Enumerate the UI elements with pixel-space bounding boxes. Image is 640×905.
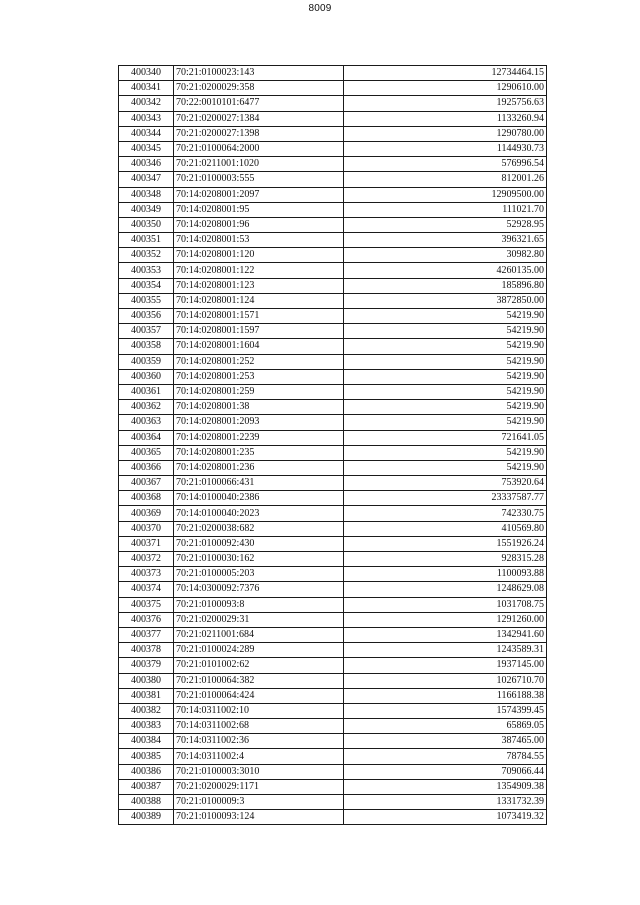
row-number-cell: 400377 [119, 627, 174, 642]
cadastral-number-cell: 70:21:0200027:1384 [174, 111, 344, 126]
cadastral-value-cell: 410569.80 [344, 521, 547, 536]
table-row [119, 779, 547, 794]
cadastral-number-cell: 70:14:0311002:36 [174, 734, 344, 749]
table-row [119, 369, 547, 384]
row-number-cell: 400369 [119, 506, 174, 521]
cadastral-value-cell: 54219.90 [344, 324, 547, 339]
row-number-cell: 400389 [119, 810, 174, 825]
cadastral-value-cell: 721641.05 [344, 430, 547, 445]
cadastral-value-cell: 52928.95 [344, 217, 547, 232]
cadastral-number-cell: 70:14:0208001:95 [174, 202, 344, 217]
cadastral-number-cell: 70:14:0208001:122 [174, 263, 344, 278]
cadastral-value-cell: 30982.80 [344, 248, 547, 263]
row-number-cell: 400374 [119, 582, 174, 597]
row-number-cell: 400365 [119, 445, 174, 460]
row-number-cell: 400387 [119, 779, 174, 794]
cadastral-value-cell: 12909500.00 [344, 187, 547, 202]
cadastral-number-cell: 70:14:0208001:124 [174, 293, 344, 308]
cadastral-value-cell: 4260135.00 [344, 263, 547, 278]
row-number-cell: 400368 [119, 491, 174, 506]
cadastral-number-cell: 70:14:0208001:235 [174, 445, 344, 460]
cadastral-value-cell: 12734464.15 [344, 66, 547, 81]
table-row [119, 673, 547, 688]
cadastral-number-cell: 70:14:0208001:53 [174, 233, 344, 248]
table-row [119, 612, 547, 627]
table-row [119, 111, 547, 126]
cadastral-value-cell: 78784.55 [344, 749, 547, 764]
cadastral-number-cell: 70:21:0100064:2000 [174, 141, 344, 156]
cadastral-value-cell: 185896.80 [344, 278, 547, 293]
cadastral-value-cell: 1331732.39 [344, 795, 547, 810]
cadastral-value-cell: 54219.90 [344, 460, 547, 475]
table-row [119, 552, 547, 567]
cadastral-value-cell: 928315.28 [344, 552, 547, 567]
table-row [119, 658, 547, 673]
row-number-cell: 400383 [119, 719, 174, 734]
table-row [119, 339, 547, 354]
cadastral-number-cell: 70:14:0208001:253 [174, 369, 344, 384]
cadastral-number-cell: 70:21:0100064:424 [174, 688, 344, 703]
cadastral-number-cell: 70:21:0200038:682 [174, 521, 344, 536]
cadastral-value-cell: 1073419.32 [344, 810, 547, 825]
table-row [119, 384, 547, 399]
table-row [119, 749, 547, 764]
table-row [119, 187, 547, 202]
table-row [119, 491, 547, 506]
row-number-cell: 400364 [119, 430, 174, 445]
cadastral-number-cell: 70:21:0100030:162 [174, 552, 344, 567]
cadastral-value-cell: 1290780.00 [344, 126, 547, 141]
row-number-cell: 400347 [119, 172, 174, 187]
cadastral-value-cell: 1937145.00 [344, 658, 547, 673]
cadastral-value-cell: 54219.90 [344, 400, 547, 415]
cadastral-value-cell: 54219.90 [344, 309, 547, 324]
cadastral-number-cell: 70:21:0200029:31 [174, 612, 344, 627]
row-number-cell: 400366 [119, 460, 174, 475]
row-number-cell: 400376 [119, 612, 174, 627]
cadastral-number-cell: 70:21:0100066:431 [174, 476, 344, 491]
cadastral-number-cell: 70:14:0208001:1571 [174, 309, 344, 324]
table-row [119, 521, 547, 536]
table-row [119, 810, 547, 825]
page-number: 8009 [308, 3, 332, 14]
cadastral-number-cell: 70:21:0101002:62 [174, 658, 344, 673]
cadastral-value-cell: 1290610.00 [344, 81, 547, 96]
cadastral-number-cell: 70:14:0208001:252 [174, 354, 344, 369]
cadastral-value-cell: 1026710.70 [344, 673, 547, 688]
cadastral-number-cell: 70:14:0208001:2093 [174, 415, 344, 430]
cadastral-number-cell: 70:14:0208001:259 [174, 384, 344, 399]
row-number-cell: 400340 [119, 66, 174, 81]
row-number-cell: 400342 [119, 96, 174, 111]
cadastral-number-cell: 70:21:0200029:358 [174, 81, 344, 96]
table-row [119, 795, 547, 810]
table-row [119, 643, 547, 658]
cadastral-number-cell: 70:14:0311002:4 [174, 749, 344, 764]
cadastral-value-cell: 576996.54 [344, 157, 547, 172]
table-row [119, 248, 547, 263]
cadastral-number-cell: 70:21:0100093:8 [174, 597, 344, 612]
table-row [119, 66, 547, 81]
cadastral-number-cell: 70:21:0100064:382 [174, 673, 344, 688]
cadastral-number-cell: 70:21:0211001:1020 [174, 157, 344, 172]
cadastral-value-cell: 1133260.94 [344, 111, 547, 126]
table-row [119, 430, 547, 445]
cadastral-value-cell: 23337587.77 [344, 491, 547, 506]
cadastral-number-cell: 70:14:0208001:1597 [174, 324, 344, 339]
table-row [119, 141, 547, 156]
cadastral-number-cell: 70:21:0100024:289 [174, 643, 344, 658]
cadastral-value-cell: 1342941.60 [344, 627, 547, 642]
cadastral-number-cell: 70:21:0100005:203 [174, 567, 344, 582]
table-row [119, 354, 547, 369]
row-number-cell: 400382 [119, 703, 174, 718]
table-row [119, 202, 547, 217]
table-row [119, 445, 547, 460]
row-number-cell: 400367 [119, 476, 174, 491]
cadastral-number-cell: 70:21:0100003:555 [174, 172, 344, 187]
cadastral-value-cell: 396321.65 [344, 233, 547, 248]
row-number-cell: 400362 [119, 400, 174, 415]
cadastral-value-cell: 54219.90 [344, 445, 547, 460]
table-row [119, 627, 547, 642]
cadastral-value-cell: 54219.90 [344, 339, 547, 354]
table-body [119, 66, 547, 825]
table-row [119, 157, 547, 172]
row-number-cell: 400386 [119, 764, 174, 779]
cadastral-number-cell: 70:14:0100040:2386 [174, 491, 344, 506]
table-row [119, 233, 547, 248]
cadastral-value-table [118, 65, 547, 825]
cadastral-value-cell: 1925756.63 [344, 96, 547, 111]
cadastral-value-cell: 54219.90 [344, 354, 547, 369]
row-number-cell: 400371 [119, 536, 174, 551]
cadastral-number-cell: 70:14:0208001:2239 [174, 430, 344, 445]
table-row [119, 126, 547, 141]
cadastral-value-cell: 1243589.31 [344, 643, 547, 658]
row-number-cell: 400357 [119, 324, 174, 339]
table-row [119, 734, 547, 749]
cadastral-number-cell: 70:14:0208001:123 [174, 278, 344, 293]
table-row [119, 309, 547, 324]
cadastral-number-cell: 70:21:0100093:124 [174, 810, 344, 825]
cadastral-number-cell: 70:21:0200029:1171 [174, 779, 344, 794]
row-number-cell: 400353 [119, 263, 174, 278]
cadastral-number-cell: 70:14:0311002:68 [174, 719, 344, 734]
cadastral-number-cell: 70:14:0208001:38 [174, 400, 344, 415]
cadastral-value-cell: 1166188.38 [344, 688, 547, 703]
cadastral-value-cell: 387465.00 [344, 734, 547, 749]
cadastral-value-cell: 1144930.73 [344, 141, 547, 156]
table-row [119, 688, 547, 703]
table-row [119, 217, 547, 232]
cadastral-value-cell: 1354909.38 [344, 779, 547, 794]
row-number-cell: 400348 [119, 187, 174, 202]
cadastral-number-cell: 70:14:0311002:10 [174, 703, 344, 718]
row-number-cell: 400349 [119, 202, 174, 217]
cadastral-value-cell: 3872850.00 [344, 293, 547, 308]
cadastral-value-cell: 1574399.45 [344, 703, 547, 718]
row-number-cell: 400370 [119, 521, 174, 536]
row-number-cell: 400354 [119, 278, 174, 293]
row-number-cell: 400359 [119, 354, 174, 369]
cadastral-number-cell: 70:21:0200027:1398 [174, 126, 344, 141]
row-number-cell: 400360 [119, 369, 174, 384]
cadastral-number-cell: 70:14:0100040:2023 [174, 506, 344, 521]
row-number-cell: 400344 [119, 126, 174, 141]
cadastral-value-cell: 742330.75 [344, 506, 547, 521]
cadastral-number-cell: 70:21:0211001:684 [174, 627, 344, 642]
table-row [119, 703, 547, 718]
row-number-cell: 400355 [119, 293, 174, 308]
table-row [119, 81, 547, 96]
row-number-cell: 400379 [119, 658, 174, 673]
cadastral-number-cell: 70:21:0100003:3010 [174, 764, 344, 779]
table-row [119, 597, 547, 612]
row-number-cell: 400343 [119, 111, 174, 126]
row-number-cell: 400358 [119, 339, 174, 354]
row-number-cell: 400351 [119, 233, 174, 248]
cadastral-number-cell: 70:14:0208001:2097 [174, 187, 344, 202]
table-row [119, 582, 547, 597]
cadastral-value-cell: 1291260.00 [344, 612, 547, 627]
row-number-cell: 400388 [119, 795, 174, 810]
cadastral-value-cell: 812001.26 [344, 172, 547, 187]
cadastral-number-cell: 70:14:0208001:236 [174, 460, 344, 475]
table-row [119, 96, 547, 111]
cadastral-number-cell: 70:14:0208001:120 [174, 248, 344, 263]
cadastral-number-cell: 70:22:0010101:6477 [174, 96, 344, 111]
row-number-cell: 400352 [119, 248, 174, 263]
row-number-cell: 400381 [119, 688, 174, 703]
table-row [119, 476, 547, 491]
table-row [119, 764, 547, 779]
row-number-cell: 400361 [119, 384, 174, 399]
table-row [119, 400, 547, 415]
cadastral-value-cell: 111021.70 [344, 202, 547, 217]
row-number-cell: 400384 [119, 734, 174, 749]
cadastral-number-cell: 70:14:0208001:96 [174, 217, 344, 232]
row-number-cell: 400380 [119, 673, 174, 688]
row-number-cell: 400350 [119, 217, 174, 232]
cadastral-value-cell: 65869.05 [344, 719, 547, 734]
row-number-cell: 400356 [119, 309, 174, 324]
table-row [119, 567, 547, 582]
cadastral-number-cell: 70:14:0300092:7376 [174, 582, 344, 597]
table-row [119, 415, 547, 430]
cadastral-value-cell: 709066.44 [344, 764, 547, 779]
row-number-cell: 400385 [119, 749, 174, 764]
row-number-cell: 400346 [119, 157, 174, 172]
row-number-cell: 400378 [119, 643, 174, 658]
cadastral-number-cell: 70:21:0100009:3 [174, 795, 344, 810]
table-row [119, 324, 547, 339]
cadastral-value-cell: 54219.90 [344, 384, 547, 399]
cadastral-number-cell: 70:21:0100092:430 [174, 536, 344, 551]
table-row [119, 536, 547, 551]
cadastral-number-cell: 70:21:0100023:143 [174, 66, 344, 81]
row-number-cell: 400363 [119, 415, 174, 430]
table-row [119, 506, 547, 521]
cadastral-value-cell: 54219.90 [344, 415, 547, 430]
row-number-cell: 400372 [119, 552, 174, 567]
row-number-cell: 400345 [119, 141, 174, 156]
cadastral-value-cell: 1031708.75 [344, 597, 547, 612]
row-number-cell: 400341 [119, 81, 174, 96]
table-row [119, 263, 547, 278]
table-row [119, 293, 547, 308]
table-row [119, 460, 547, 475]
cadastral-value-cell: 54219.90 [344, 369, 547, 384]
table-row [119, 172, 547, 187]
cadastral-value-cell: 1100093.88 [344, 567, 547, 582]
cadastral-value-cell: 1551926.24 [344, 536, 547, 551]
cadastral-value-cell: 753920.64 [344, 476, 547, 491]
cadastral-number-cell: 70:14:0208001:1604 [174, 339, 344, 354]
row-number-cell: 400373 [119, 567, 174, 582]
row-number-cell: 400375 [119, 597, 174, 612]
cadastral-value-cell: 1248629.08 [344, 582, 547, 597]
table-row [119, 719, 547, 734]
table-row [119, 278, 547, 293]
